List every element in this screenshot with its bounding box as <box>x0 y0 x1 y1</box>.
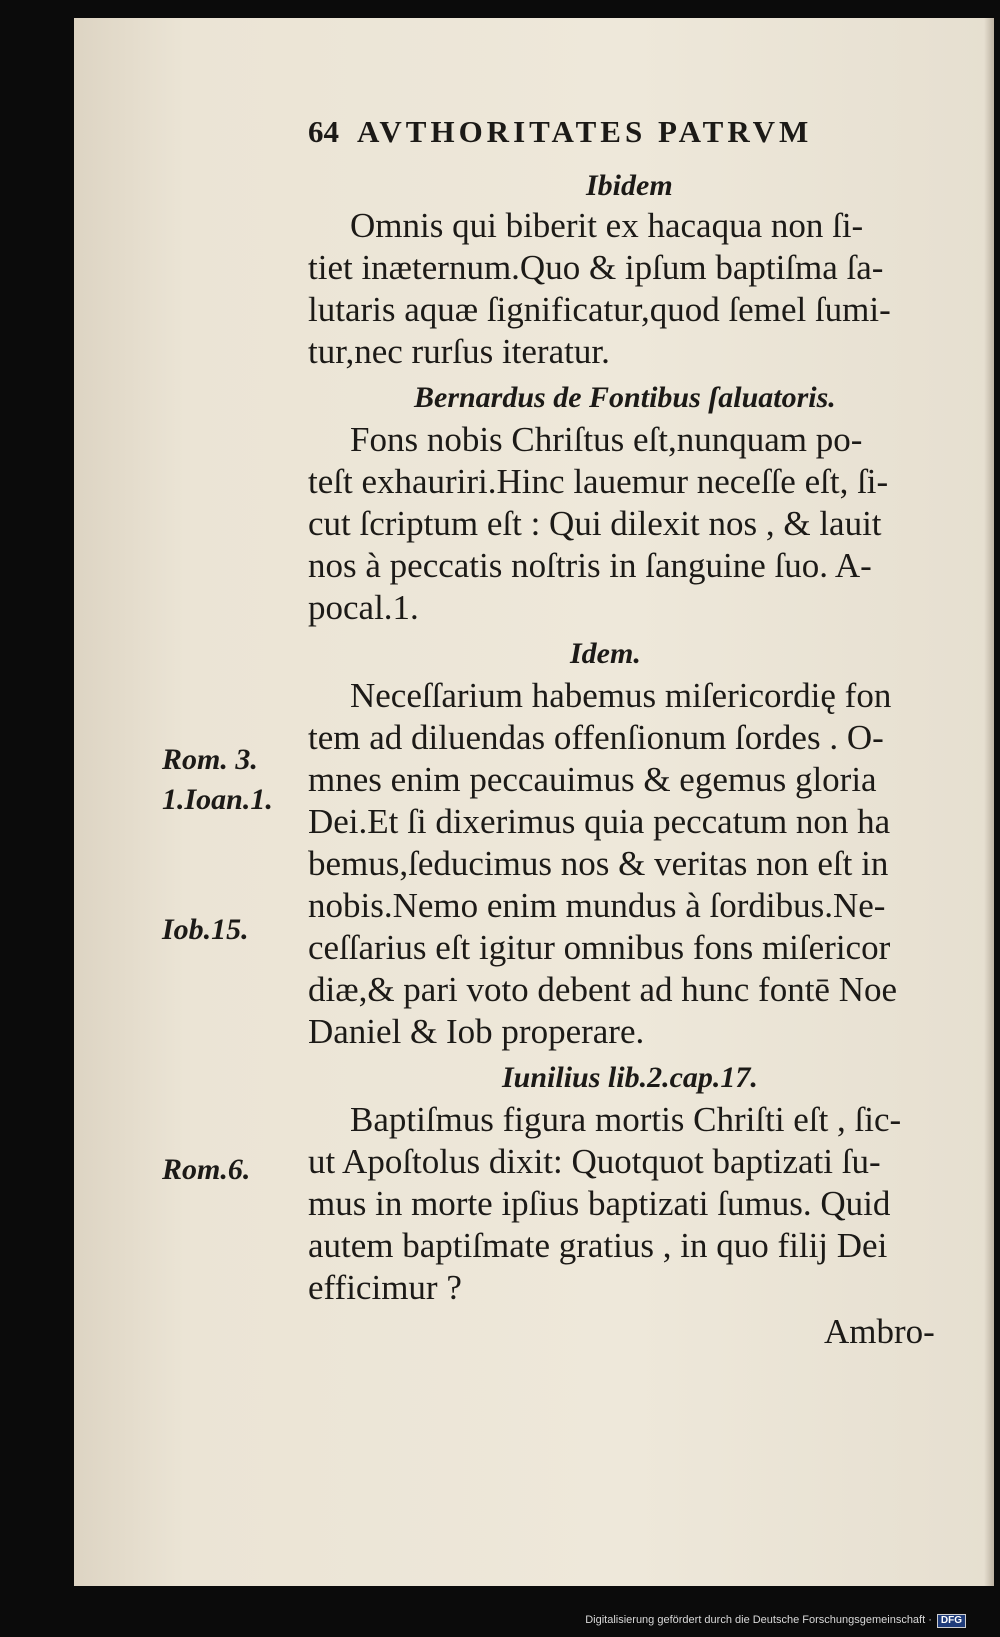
text-line: Baptiſmus figura mortis Chriſti eſt , ſic- <box>350 1100 902 1139</box>
text-line: efficimur ? <box>308 1268 462 1307</box>
section-heading: Iunilius lib.2.cap.17. <box>502 1061 758 1094</box>
text-line: bemus,ſeducimus nos & veritas non eſt in <box>308 844 889 883</box>
text-line: ut Apoſtolus dixit: Quotquot baptizati ſu- <box>308 1142 881 1181</box>
text-line: diæ,& pari voto debent ad hunc fontē Noe <box>308 970 898 1009</box>
text-line: Daniel & Iob properare. <box>308 1012 645 1051</box>
text-line: nos à peccatis noſtris in ſanguine ſuo. A- <box>308 546 872 585</box>
book-page <box>74 18 994 1586</box>
text-line: lutaris aquæ ſignificatur,quod ſemel ſumi- <box>308 290 891 329</box>
text-line: nobis.Nemo enim mundus à ſordibus.Ne- <box>308 886 886 925</box>
credit-text: Digitalisierung gefördert durch die Deutsche Forschungsgemeinschaft · <box>585 1614 932 1626</box>
text-line: cut ſcriptum eſt : Qui dilexit nos , & lauit <box>308 504 882 543</box>
running-head <box>308 112 812 152</box>
running-title: AVTHORITATES PATRVM <box>357 114 813 149</box>
text-line: mnes enim peccauimus & egemus gloria <box>308 760 877 799</box>
margin-note: 1.Ioan.1. <box>162 783 273 816</box>
page-number: 64 <box>308 114 339 149</box>
section-heading: Ibidem <box>586 169 673 202</box>
dfg-logo: DFG <box>937 1614 966 1628</box>
text-line: teſt exhauriri.Hinc lauemur neceſſe eſt, ſi- <box>308 462 889 501</box>
section-heading: Bernardus de Fontibus ſaluatoris. <box>414 381 836 414</box>
text-line: autem baptiſmate gratius , in quo filij Dei <box>308 1226 888 1265</box>
text-line: pocal.1. <box>308 588 419 627</box>
section-heading: Idem. <box>570 637 641 670</box>
margin-note: Iob.15. <box>162 913 249 946</box>
text-line: Neceſſarium habemus miſericordię fon <box>350 676 892 715</box>
text-line: Dei.Et ſi dixerimus quia peccatum non ha <box>308 802 891 841</box>
margin-note: Rom.6. <box>162 1153 251 1186</box>
page-spine-shadow <box>984 18 994 1586</box>
digitization-credit <box>585 1614 966 1628</box>
text-line: tem ad diluendas offenſionum ſordes . O- <box>308 718 884 757</box>
text-line: Omnis qui biberit ex hacaqua non ſi- <box>350 206 864 245</box>
catchword: Ambro- <box>824 1312 935 1351</box>
text-line: mus in morte ipſius baptizati ſumus. Quid <box>308 1184 891 1223</box>
text-line: ceſſarius eſt igitur omnibus fons miſericor <box>308 928 891 967</box>
margin-note: Rom. 3. <box>162 743 258 776</box>
text-line: tiet inæternum.Quo & ipſum baptiſma ſa- <box>308 248 884 287</box>
text-line: tur,nec rurſus iteratur. <box>308 332 610 371</box>
text-line: Fons nobis Chriſtus eſt,nunquam po- <box>350 420 863 459</box>
